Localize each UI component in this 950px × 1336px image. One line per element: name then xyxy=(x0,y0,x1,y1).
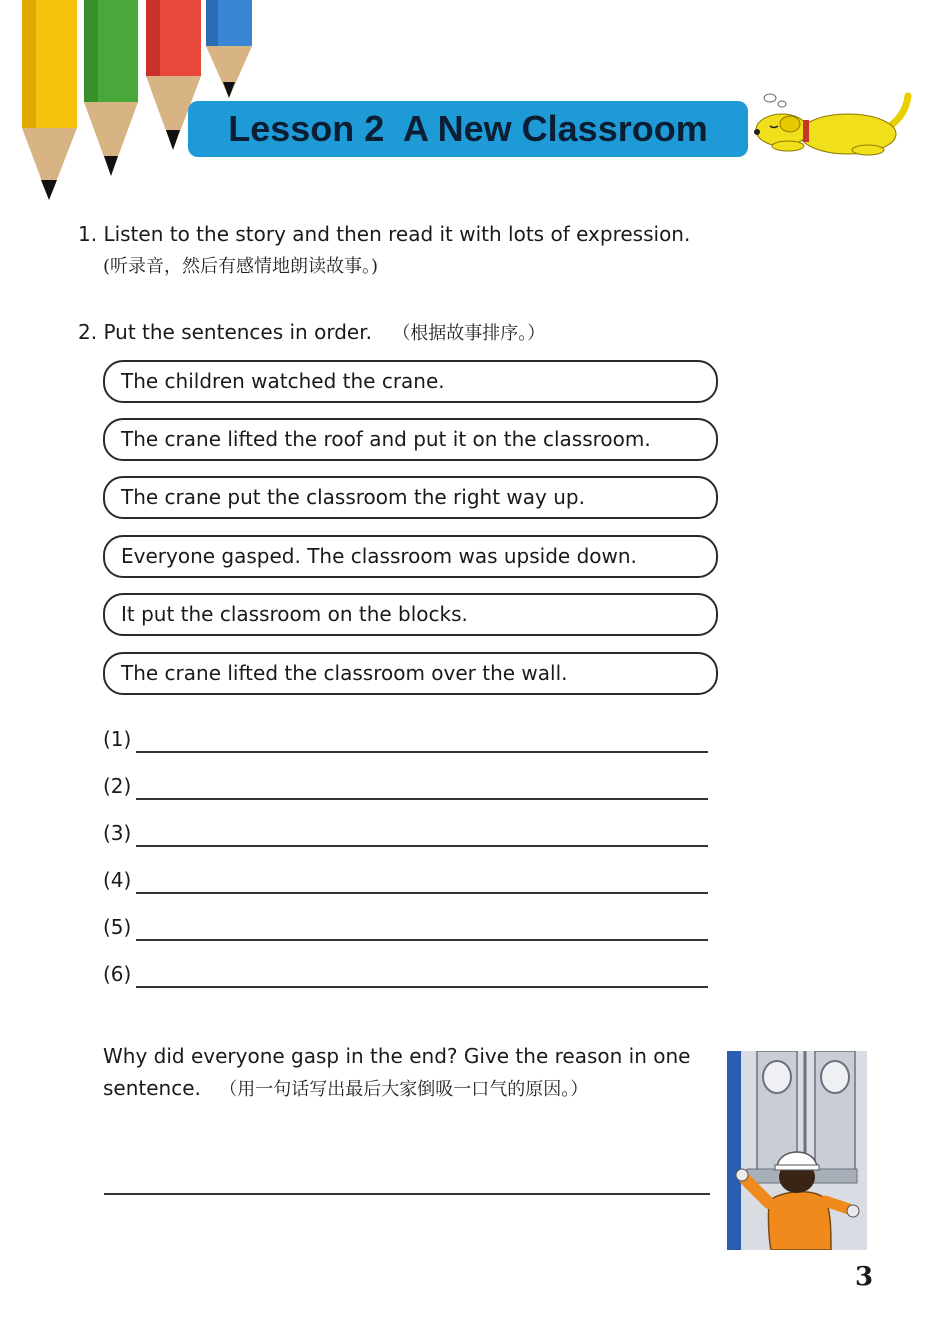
sentence-box: The crane put the classroom the right way up. xyxy=(103,476,718,519)
sentence-box: The children watched the crane. xyxy=(103,360,718,403)
answer-number: (4) xyxy=(103,868,132,892)
task3-chinese: （用一句话写出最后大家倒吸一口气的原因。） xyxy=(219,1079,589,1100)
page-number: 3 xyxy=(855,1262,874,1292)
task3-question-row xyxy=(103,1075,588,1103)
task2-chinese: （根据故事排序。） xyxy=(392,323,546,344)
writing-line[interactable] xyxy=(136,892,708,894)
writing-line[interactable] xyxy=(136,939,708,941)
title-banner xyxy=(188,101,748,157)
writing-line[interactable] xyxy=(136,986,708,988)
sentence-box: It put the classroom on the blocks. xyxy=(103,593,718,636)
writing-line[interactable] xyxy=(136,751,708,753)
answer-number: (1) xyxy=(103,727,132,751)
sleeping-dog-illustration xyxy=(748,90,918,160)
task2-instruction: 2. Put the sentences in order. xyxy=(78,320,372,344)
answer-line-2[interactable] xyxy=(103,774,708,804)
answer-line-4[interactable] xyxy=(103,868,708,898)
writing-line[interactable] xyxy=(136,845,708,847)
answer-number: (2) xyxy=(103,774,132,798)
answer-line-3[interactable] xyxy=(103,821,708,851)
task2-instruction-row xyxy=(78,319,545,347)
sentence-box: The crane lifted the roof and put it on the classroom. xyxy=(103,418,718,461)
sentence-box: The crane lifted the classroom over the wall. xyxy=(103,652,718,695)
answer-line-1[interactable] xyxy=(103,727,708,757)
task3-question-line2: sentence. xyxy=(103,1076,201,1100)
reason-writing-line[interactable] xyxy=(104,1193,710,1195)
answer-number: (5) xyxy=(103,915,132,939)
answer-line-5[interactable] xyxy=(103,915,708,945)
task3-question-line1: Why did everyone gasp in the end? Give the reason in one xyxy=(103,1044,691,1068)
writing-line[interactable] xyxy=(136,798,708,800)
sentence-box: Everyone gasped. The classroom was upside down. xyxy=(103,535,718,578)
answer-line-6[interactable] xyxy=(103,962,708,992)
page-title: Lesson 2 A New Classroom xyxy=(228,108,708,149)
task1-chinese: (听录音，然后有感情地朗读故事。) xyxy=(103,256,379,277)
construction-worker-illustration xyxy=(727,1051,867,1250)
task1-instruction: 1. Listen to the story and then read it with lots of expression. xyxy=(78,222,691,246)
answer-number: (3) xyxy=(103,821,132,845)
answer-number: (6) xyxy=(103,962,132,986)
